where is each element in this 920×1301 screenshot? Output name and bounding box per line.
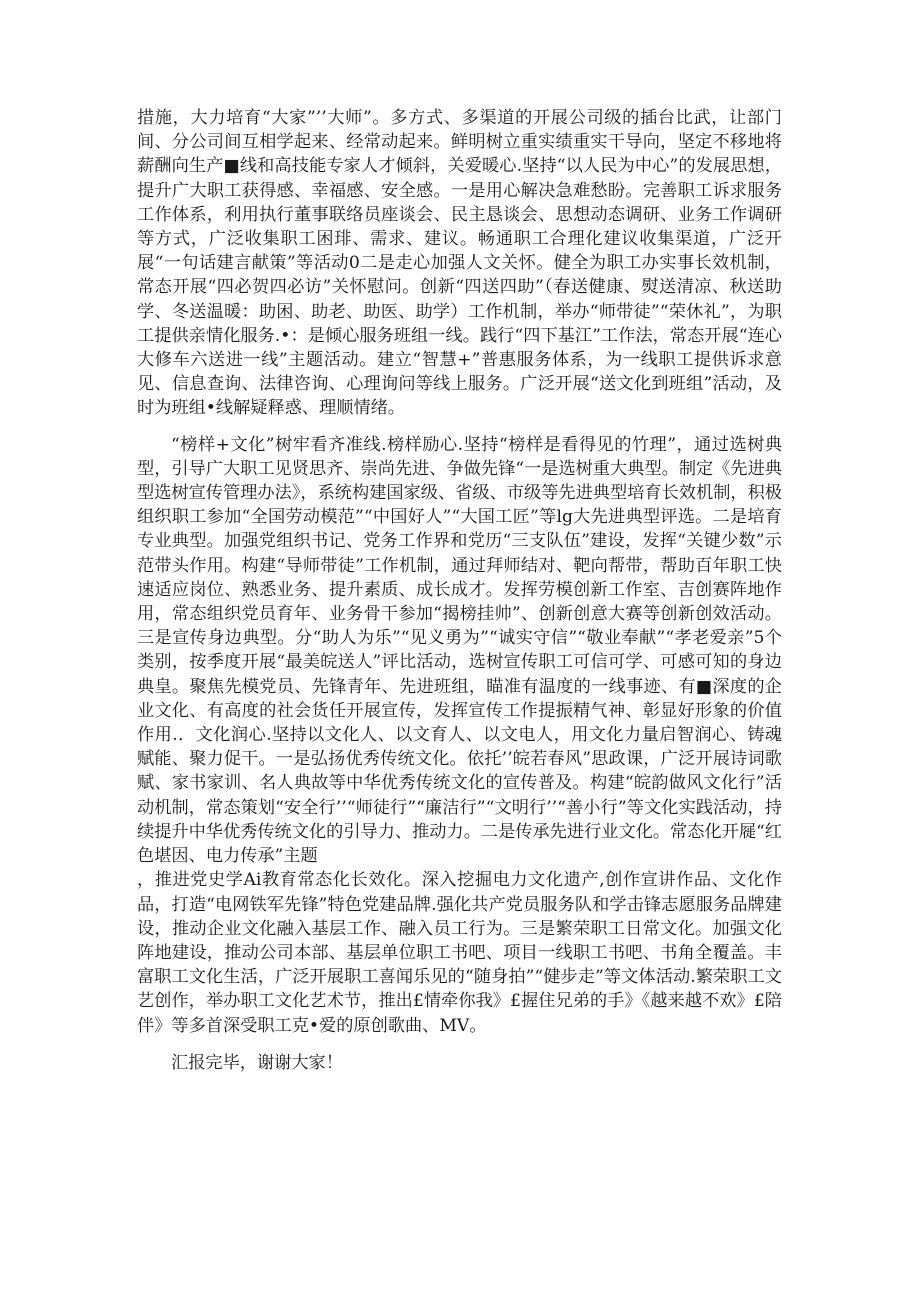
closing-line: 汇报完毕，谢谢大家！	[171, 1052, 343, 1073]
paragraph-1: 措施，大力培育“大家”’’大师”。多方式、多渠道的开展公司级的插台比武，让部门间、分公司间互相学起来、经常动起来。鲜明树立重实绩重实干导向，坚定不移地将薪酬向生产■线和高技能专家人才倾斜，关爱暖心.坚持“以人民为中心”的发展思想，提升广大职工获得感、幸福感、安全感。一是用心解决急难愁盼。完善职工诉求服务工作体系，利用执行董事联络员座谈会、民主恳谈会、思想动态调研、业务工作调研等方式，广泛收集职工困琲、需求、建议。畅通职工合理化建议收集渠道，广泛开展“一句话建言献策”等活动0二是走心加强人文关怀。健全为职工办实事长效机制，常态开展“四必贺四必访”关怀慰问。创新“四送四助”（春送健康、熨送清凉、秋送助学、冬送温暖：助困、助老、助医、助学）工作机制，举办“师带徒”“荣休礼”，为职工提供亲情化服务.•：是倾心服务班组一线。践行“四下基江”工作法，常态开展“连心大修车六送进一线”主题活动。建立“智慧+”普惠服务体系，为一线职工提供诉求意见、信息查询、法律咨询、心理询问等线上服务。广泛开展“送文化到班组”活动，及时为班组•线解疑释惑、理顺情绪。	[137, 108, 782, 419]
paragraph-3: ，推进党史学Ai教育常态化长效化。深入挖掘电力文化遗产,创作宣讲作品、文化作品，打造“电网铁军先锋”特色党建品牌.强化共产党员服务队和学击锋志愿服务品牌建设，推动企业文化融入基层工作、融入员工行为。三是繁荣职工日常文化。加强文化阵地建设，推动公司本部、基层单位职工书吧、项目一线职工书吧、书角全覆盖。丰富职工文化生活，广泛开展职工喜闻乐见的“随身拍”“健步走”等文体活动.繁荣职工文艺创作，举办职工文化艺术节，推出£情牵你我》£握住兄弟的手》《越来越不欢》£陪伴》等多首深受职工克•爱的原创歌曲、MV。	[137, 870, 782, 1036]
paragraph-2: “榜样+文化”树牢看齐准线.榜样励心.坚持“榜样是看得见的竹理”，通过选树典型，引导广大职工见贤思齐、崇尚先进、争做先锋“一是选树重大典型。制定《先进典型选树宣传管理办法》，系统构建国家级、省级、市级等先进典型培育长效机制，积极组织职工参加“全国劳动模范”“中国好人”“大国工匠”等lg大先进典型评选。二是培育专业典型。加强党组织书记、党务工作界和党历“三支队伍”建设，发挥“关键少数”示范带头作用。构建“导师带徒”工作机制，通过拜师结对、靶向帮带，帮助百年职工快速适应岗位、熟悉业务、提升素质、成长成才。发挥劳模创新工作室、吉创赛阵地作用，常态组织党员育年、业务骨干参加“揭榜挂帅”、创新创意大赛等创新创效活动。三是宣传身边典型。分“助人为乐”“见义勇为”“诚实守信”“敬业奉献”“孝老爱亲”5个类别，按季度开展“最美皖送人”评比活动，选树宣传职工可信可学、可感可知的身边典皇。聚焦先模党员、先锋青年、先进班组，瞄准有温度的一线事迹、有■深度的企业文化、有高度的社会货任开展宣传，发挥宣传工作提振精气神、彰显好形象的价值作用.．文化润心.坚持以文化人、以文育人、以文电人，用文化力量启智润心、铸魂赋能、聚力促干。一是弘扬优秀传统文化。依托’’皖若春风”思政课，广泛开展诗词歌赋、家书家训、名人典故等中华优秀传统文化的宣传普及。构建“皖韵做风文化行”活动机制，常态策划“安全行’’“师徒行”“廉洁行”“文明行’’“善小行”等文化实践活动，持续提升中华优秀传统文化的引导力、推动力。二是传承先进行业文化。常态化开屣“红色堪因、电力传承”主题	[137, 434, 782, 867]
document-body	[137, 106, 782, 1075]
